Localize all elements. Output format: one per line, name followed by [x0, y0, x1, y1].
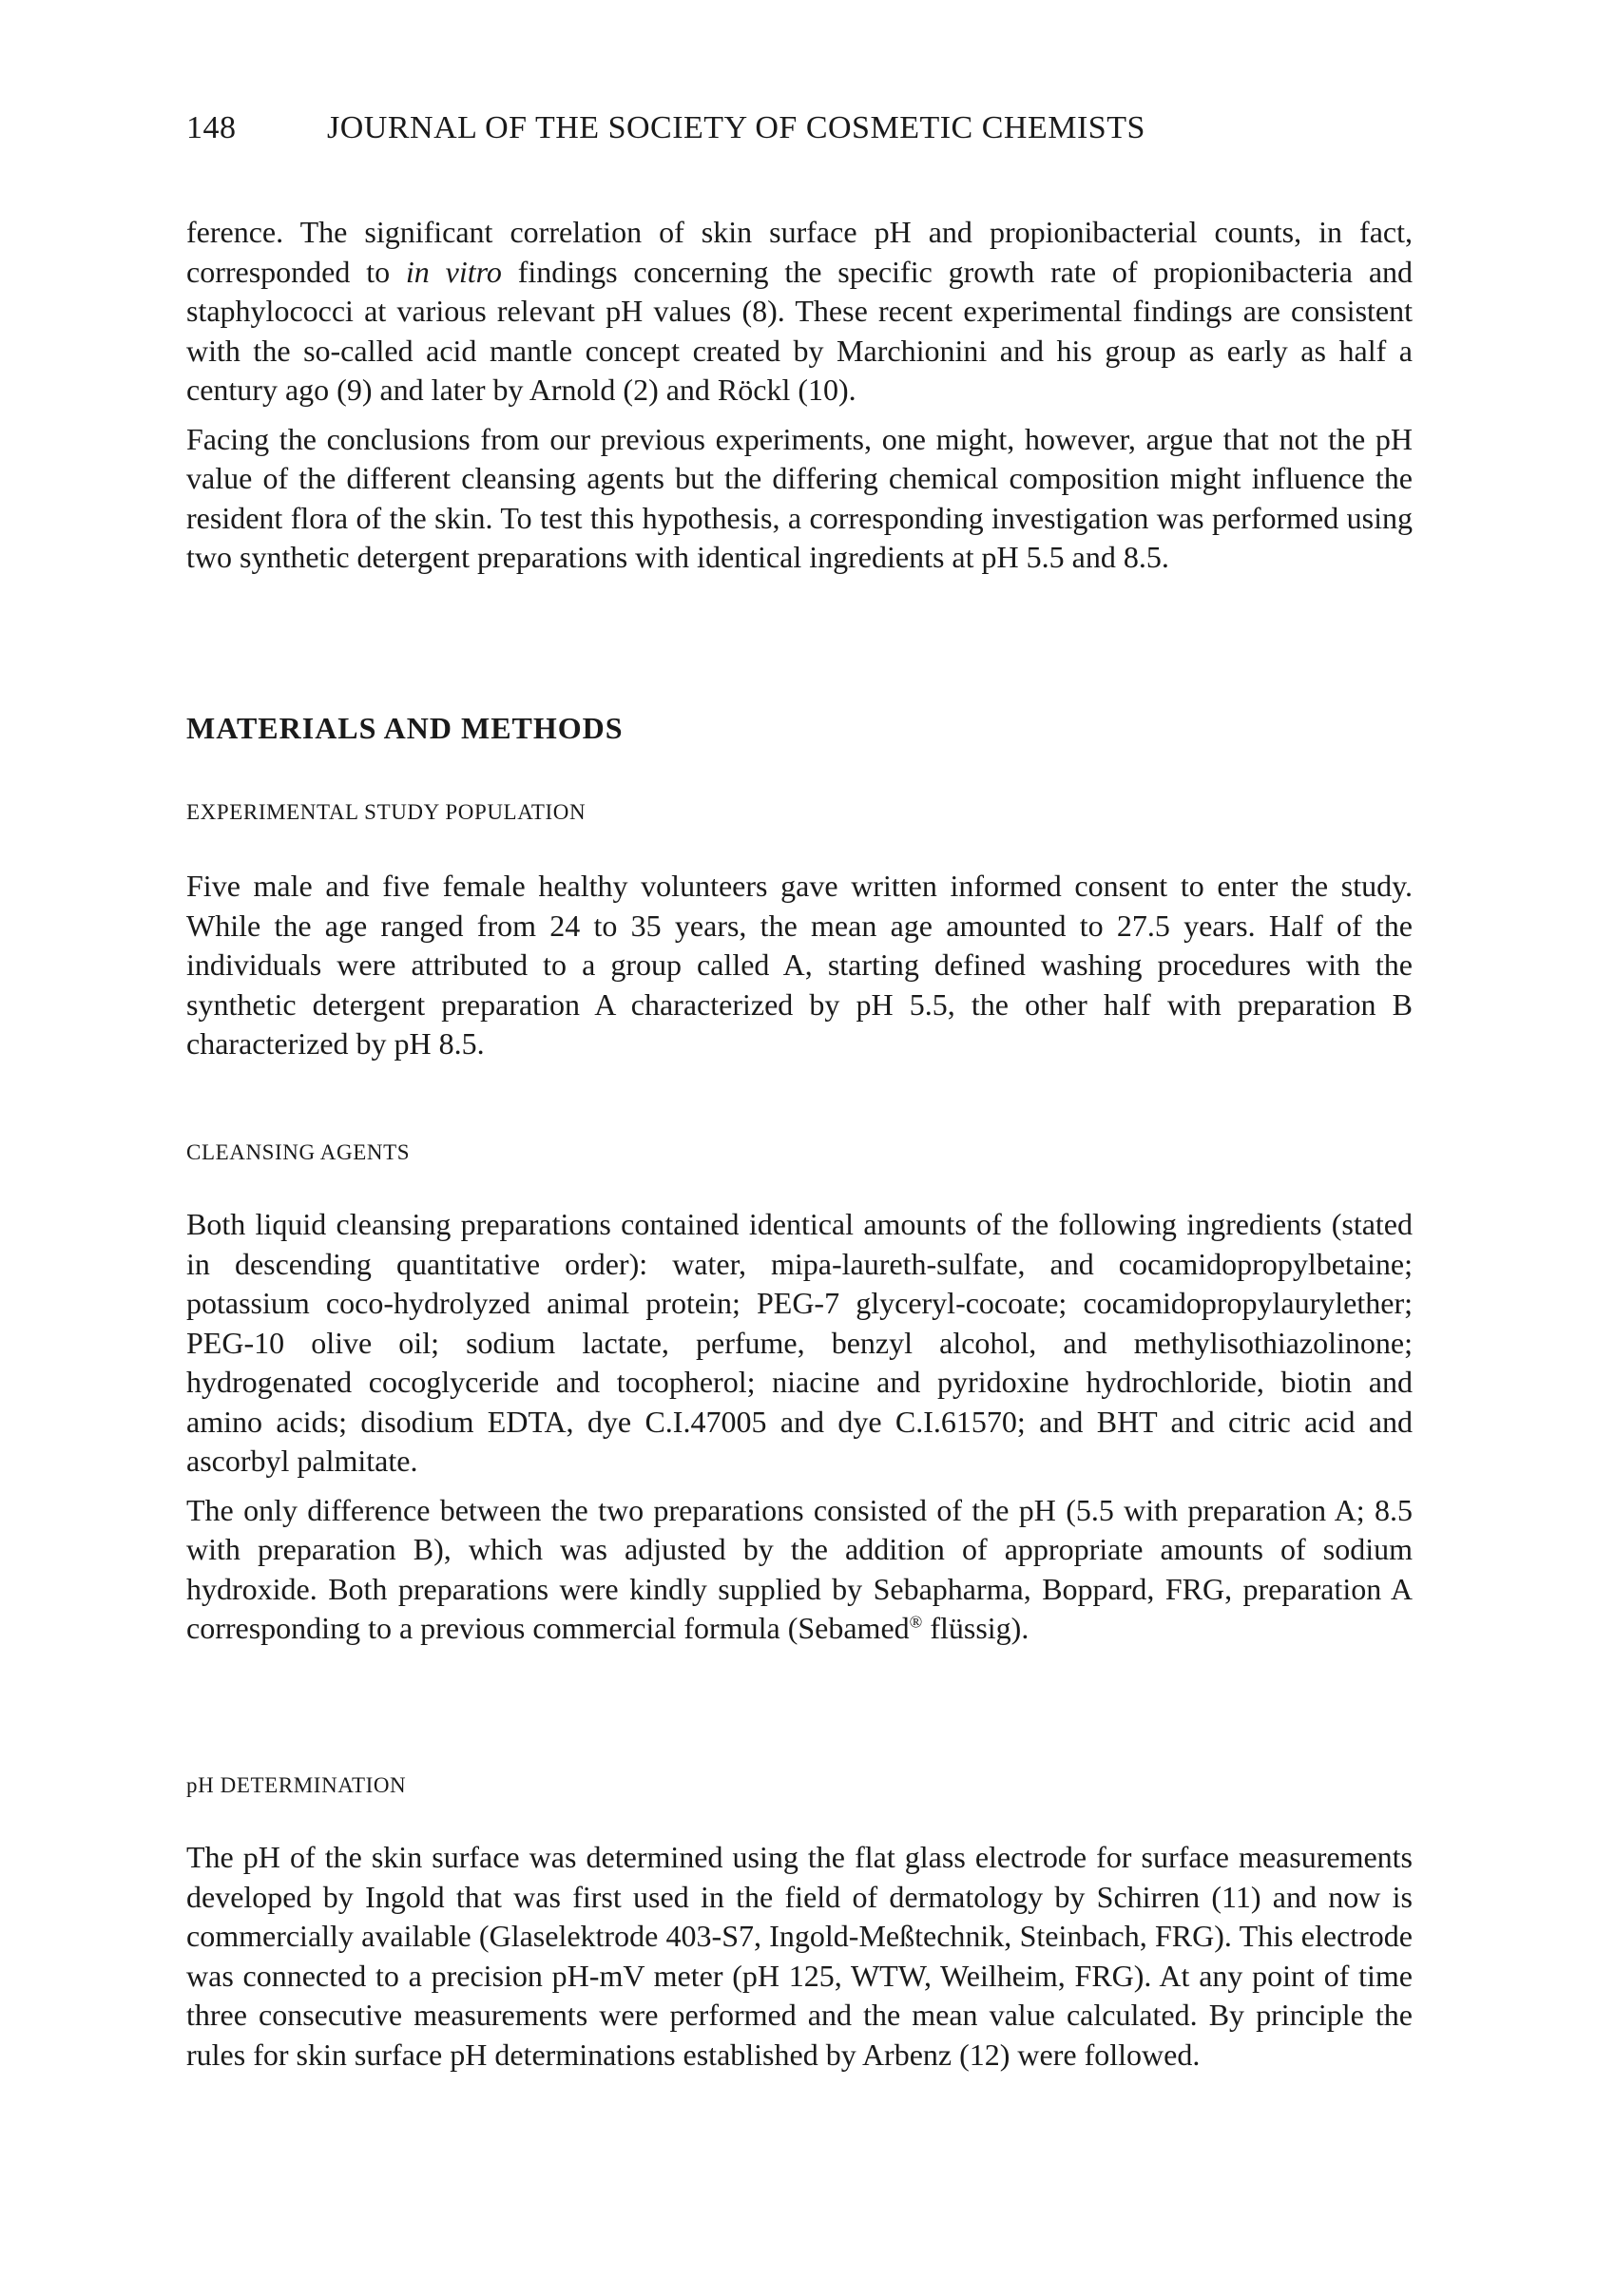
study-population-section: [186, 867, 1413, 1064]
journal-title: JOURNAL OF THE SOCIETY OF COSMETIC CHEMISTS: [327, 110, 1145, 145]
ph-determination-paragraph: The pH of the skin surface was determined using the flat glass electrode for surface measurements developed by Ingold that was first used in the field of dermatology by Schirren (11) and now is commercially available (Glaselektrode 403-S7, Ingold-Meßtechnik, Steinbach, FRG). This electrode was connected to a precision pH-mV meter (pH 125, WTW, Weilheim, FRG). At any point of time three consecutive measurements were performed and the mean value calculated. By principle the rules for skin surface pH determinations established by Arbenz (12) were followed.: [186, 1840, 1413, 2072]
ph-determination-section: [186, 1838, 1413, 2075]
cleansing-paragraph-1: Both liquid cleansing preparations contained identical amounts of the following ingredients (stated in descending quantitative order): water, mipa-laureth-sulfate, and cocamidopropylbetaine; potassium coco-hydrolyzed animal protein; PEG-7 glyceryl-cocoate; cocamidopropylaurylether; PEG-10 olive oil; sodium lactate, perfume, benzyl alcohol, and methylisothiazolinone; hydrogenated cocoglyceride and tocopherol; niacine and pyridoxine hydrochloride, biotin and amino acids; disodium EDTA, dye C.I.47005 and dye C.I.61570; and BHT and citric acid and ascorbyl palmitate.: [186, 1207, 1413, 1478]
cleansing-paragraph-2-part-a: The only difference between the two preparations consisted of the pH (5.5 with preparation A; 8.5 with preparation B), which was adjusted by the addition of appropriate amounts of sodium hydroxide. Both preparations were kindly supplied by Sebapharma, Boppard, FRG, preparation A corresponding to a previous commercial formula (Sebamed: [186, 1492, 1413, 1645]
page-number: 148: [186, 110, 237, 145]
intro-paragraph-1-part-a: ference. The significant correlation of skin surface pH and propionibacterial counts, in fact, corresponded to: [186, 215, 1413, 289]
intro-paragraph-1: [186, 213, 1413, 411]
cleansing-paragraph-2-part-b: flüssig).: [922, 1611, 1029, 1645]
intro-paragraph-1-part-b: findings concerning the specific growth rate of propionibacteria and staphylococci at various relevant pH values (8). These recent experimental findings are consistent with the so-called acid mantle concept created by Marchionini and his group as early as half a century ago (9) and later by Arnold (2) and Röckl (10).: [186, 254, 1414, 407]
cleansing-paragraph-2: [186, 1491, 1413, 1649]
cleansing-agents-section: [186, 1205, 1413, 1649]
cleansing-agents-heading: CLEANSING AGENTS: [186, 1140, 411, 1164]
ph-determination-heading: pH DETERMINATION: [186, 1773, 407, 1797]
materials-methods-heading: MATERIALS AND METHODS: [186, 711, 624, 745]
study-population-paragraph: Five male and five female healthy volunteers gave written informed consent to enter the study. While the age ranged from 24 to 35 years, the mean age amounted to 27.5 years. Half of the individuals were attributed to a group called A, starting defined washing procedures with the synthetic detergent preparation A characterized by pH 5.5, the other half with preparation B characterized by pH 8.5.: [186, 869, 1413, 1061]
registered-mark: ®: [909, 1612, 923, 1632]
in-vitro-italic: in vitro: [405, 254, 502, 289]
study-population-heading: EXPERIMENTAL STUDY POPULATION: [186, 800, 587, 824]
intro-paragraph-2: Facing the conclusions from our previous experiments, one might, however, argue that not the pH value of the different cleansing agents but the differing chemical composition might influence the resident flora of the skin. To test this hypothesis, a corresponding investigation was performed using two synthetic detergent preparations with identical ingredients at pH 5.5 and 8.5.: [186, 421, 1413, 574]
running-header: [186, 110, 1422, 146]
intro-text: [186, 213, 1413, 578]
